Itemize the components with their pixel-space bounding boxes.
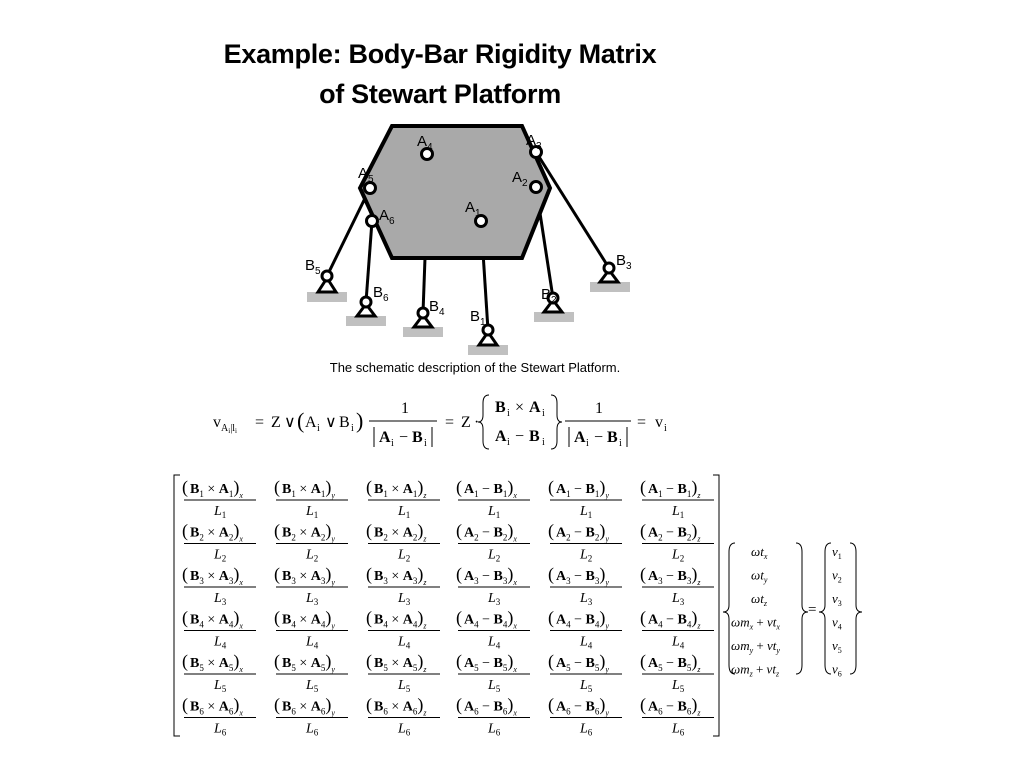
denominator: $L_6$ xyxy=(398,721,411,738)
joint-a2 xyxy=(531,182,542,193)
svg-text:A: A xyxy=(305,414,317,431)
svg-text:i: i xyxy=(351,423,354,434)
label-b3: $B_3$ xyxy=(616,252,632,272)
svg-text:i: i xyxy=(542,408,545,419)
matrix-entry xyxy=(548,564,622,607)
svg-text:A: A xyxy=(495,428,507,445)
svg-text:i: i xyxy=(507,437,510,448)
matrix-entry xyxy=(640,608,714,651)
denominator: $L_2$ xyxy=(306,547,319,564)
svg-text:i: i xyxy=(664,423,667,434)
matrix-entry xyxy=(548,521,622,564)
matrix-entry xyxy=(182,608,256,651)
denominator: $L_3$ xyxy=(398,591,411,607)
label-b5: $B_5$ xyxy=(305,257,321,277)
svg-text:=: = xyxy=(637,414,647,431)
matrix-entry xyxy=(274,477,348,520)
denominator: $L_5$ xyxy=(214,678,227,694)
matrix-entry xyxy=(548,651,622,694)
svg-text:(B2 × A2)x: ( $B_2 \times A_2)_x$ xyxy=(182,520,243,544)
denominator: $L_3$ xyxy=(214,591,227,607)
svg-text:(B1 × A1)z: ( $B_1 \times A_1)_z$ xyxy=(366,477,427,500)
svg-text:i: i xyxy=(507,408,510,419)
svg-text:(B4 × A4)y: ( $B_4 \times A_4)_y$ xyxy=(274,607,335,631)
matrix-entry xyxy=(366,608,440,651)
svg-text:1: 1 xyxy=(401,400,409,417)
svg-text:(B2 × A2)y: ( $B_2 \times A_2)_y$ xyxy=(274,520,335,544)
support-b1 xyxy=(468,325,508,355)
svg-text:∨: ∨ xyxy=(284,414,296,431)
svg-text:(B6 × A6)z: ( $B_6 \times A_6)_z$ xyxy=(366,694,427,718)
svg-text:i: i xyxy=(586,438,589,449)
svg-text:(A3 − B3)z: ( $A_3 - B_3)_z$ xyxy=(640,564,701,587)
svg-text:(B6 × A6)x: ( $B_6 \times A_6)_x$ xyxy=(182,694,243,718)
platform-body xyxy=(360,126,550,258)
svg-text:i: i xyxy=(424,438,427,449)
support-b5 xyxy=(307,271,347,302)
svg-text:(A4 − B4)y: ( $A_4 - B_4)_y$ xyxy=(548,607,609,631)
svg-text:Z: Z xyxy=(461,414,471,431)
svg-text:=: = xyxy=(255,414,265,431)
matrix-entry xyxy=(182,695,256,738)
denominator: $L_2$ xyxy=(580,547,593,564)
svg-text:(: ( xyxy=(297,408,305,433)
svg-text:(B5 × A5)z: ( $B_5 \times A_5)_z$ xyxy=(366,651,427,674)
rhs-right-brace xyxy=(850,543,862,674)
matrix-entry xyxy=(640,521,714,564)
svg-text:1: 1 xyxy=(595,400,603,417)
matrix-entry xyxy=(456,521,530,564)
denominator: $L_5$ xyxy=(398,678,411,694)
rhs-entry: $v_2$ xyxy=(832,567,842,585)
matrix-entry xyxy=(640,651,714,694)
svg-text:(B4 × A4)z: ( $B_4 \times A_4)_z$ xyxy=(366,607,427,631)
svg-text:(B5 × A5)x: ( $B_5 \times A_5)_x$ xyxy=(182,651,243,674)
matrix-entry xyxy=(182,564,256,607)
svg-text:): ) xyxy=(356,408,364,433)
vector-entry: $\omega t_y$ xyxy=(751,567,768,585)
svg-text:A: A xyxy=(529,399,541,416)
svg-text:−: − xyxy=(515,428,525,445)
svg-text:(A3 − B3)y: ( $A_3 - B_3)_y$ xyxy=(548,564,609,587)
svg-text:(B6 × A6)y: ( $B_6 \times A_6)_y$ xyxy=(274,694,335,718)
svg-text:(A2 − B2)z: ( $A_2 - B_2)_z$ xyxy=(640,520,701,544)
svg-text:(A3 − B3)x: ( $A_3 - B_3)_x$ xyxy=(456,564,517,587)
rhs-entry: $v_3$ xyxy=(832,591,842,608)
matrix-entry xyxy=(456,651,530,694)
matrix-entry xyxy=(366,695,440,738)
label-b2: $B_2$ xyxy=(541,286,557,306)
svg-text:i: i xyxy=(317,423,320,434)
label-a6: $A_6$ xyxy=(379,207,395,227)
denominator: $L_6$ xyxy=(306,721,319,738)
denominator: $L_2$ xyxy=(214,547,227,564)
svg-text:B: B xyxy=(339,414,350,431)
matrix-entry xyxy=(548,477,622,520)
svg-text:i: i xyxy=(619,438,622,449)
vector-entry: $\omega t_x$ xyxy=(751,544,768,561)
vector-entry: $\omega m_y + vt_y$ xyxy=(731,638,780,655)
svg-text:B: B xyxy=(495,399,506,416)
denominator: $L_4$ xyxy=(306,634,319,651)
denominator: $L_1$ xyxy=(580,504,593,520)
supports xyxy=(307,263,630,355)
matrix-entry xyxy=(456,477,530,520)
svg-text:B: B xyxy=(412,429,423,446)
svg-text:×: × xyxy=(515,399,525,416)
svg-text:i: i xyxy=(391,438,394,449)
denominator: $L_2$ xyxy=(398,547,411,564)
matrix-entry xyxy=(456,608,530,651)
rhs-entry: $v_1$ xyxy=(832,544,842,561)
title-line-1: Example: Body-Bar Rigidity Matrix xyxy=(223,39,657,69)
vector-entry: $\omega t_z$ xyxy=(751,591,767,608)
vector-left-brace xyxy=(723,543,735,674)
denominator: $L_1$ xyxy=(672,504,685,520)
matrix-left-bracket xyxy=(174,475,180,736)
svg-text:(A5 − B5)z: ( $A_5 - B_5)_z$ xyxy=(640,651,701,674)
svg-text:(A6 − B6)y: ( $A_6 - B_6)_y$ xyxy=(548,694,609,718)
denominator: $L_3$ xyxy=(488,591,501,607)
svg-text:(A1 − B1)x: ( $A_1 - B_1)_x$ xyxy=(456,477,517,500)
svg-text:(A2 − B2)y: ( $A_2 - B_2)_y$ xyxy=(548,520,609,544)
svg-text:(B3 × A3)x: ( $B_3 \times A_3)_x$ xyxy=(182,564,243,587)
leg-5 xyxy=(327,188,370,276)
label-a3: $A_3$ xyxy=(526,132,542,152)
svg-text:B: B xyxy=(607,429,618,446)
denominator: $L_5$ xyxy=(306,678,319,694)
svg-text:(B1 × A1)y: ( $B_1 \times A_1)_y$ xyxy=(274,477,335,500)
svg-text:(A4 − B4)x: ( $A_4 - B_4)_x$ xyxy=(456,607,517,631)
matrix-entry xyxy=(366,564,440,607)
denominator: $L_2$ xyxy=(488,547,501,564)
label-b4: $B_4$ xyxy=(429,298,445,318)
svg-text:(A1 − B1)y: ( $A_1 - B_1)_y$ xyxy=(548,477,609,500)
leg-4 xyxy=(423,258,425,313)
denominator: $L_1$ xyxy=(488,504,501,520)
svg-text:−: − xyxy=(594,429,604,446)
leg-6 xyxy=(366,221,372,302)
denominator: $L_4$ xyxy=(214,634,227,651)
matrix-entry xyxy=(640,695,714,738)
svg-text:v: v xyxy=(655,414,663,431)
matrix-entry xyxy=(274,521,348,564)
svg-text:Z: Z xyxy=(271,414,281,431)
label-a1: $A_1$ xyxy=(465,199,481,219)
denominator: $L_4$ xyxy=(672,634,685,651)
denominator: $L_1$ xyxy=(398,504,411,520)
svg-text:A: A xyxy=(574,429,586,446)
svg-text:=: = xyxy=(445,414,455,431)
denominator: $L_4$ xyxy=(580,634,593,651)
rhs-entry: $v_4$ xyxy=(832,614,842,632)
matrix-entry xyxy=(456,564,530,607)
denominator: $L_6$ xyxy=(580,721,593,738)
slide-title xyxy=(140,34,740,114)
denominator: $L_1$ xyxy=(214,504,227,520)
matrix-entry xyxy=(366,651,440,694)
denominator: $L_6$ xyxy=(488,721,501,738)
matrix-entry xyxy=(366,477,440,520)
figure-caption: The schematic description of the Stewart Platform. xyxy=(329,360,621,375)
svg-text:(B1 × A1)x: ( $B_1 \times A_1)_x$ xyxy=(182,477,243,500)
matrix-entry xyxy=(274,651,348,694)
label-b6: $B_6$ xyxy=(373,284,389,304)
svg-text:(A4 − B4)z: ( $A_4 - B_4)_z$ xyxy=(640,607,701,631)
denominator: $L_4$ xyxy=(488,634,501,651)
support-b6 xyxy=(346,297,386,326)
label-a2: $A_2$ xyxy=(512,169,528,189)
joint-a6 xyxy=(367,216,378,227)
svg-text:(A2 − B2)x: ( $A_2 - B_2)_x$ xyxy=(456,520,517,544)
matrix-entry xyxy=(274,608,348,651)
matrix-entry xyxy=(182,477,256,520)
svg-text:A: A xyxy=(379,429,391,446)
vector-entry: $\omega m_z + vt_z$ xyxy=(731,661,780,679)
svg-text:(A5 − B5)x: ( $A_5 - B_5)_x$ xyxy=(456,651,517,674)
label-a5: $A_5$ xyxy=(358,165,374,185)
denominator: $L_4$ xyxy=(398,634,411,651)
denominator: $L_6$ xyxy=(672,721,685,738)
denominator: $L_5$ xyxy=(580,678,593,694)
matrix-entry xyxy=(456,695,530,738)
matrix-entry xyxy=(548,608,622,651)
matrix-entry xyxy=(182,521,256,564)
matrix-entry xyxy=(548,695,622,738)
stewart-platform-diagram xyxy=(295,118,655,363)
matrix-entry xyxy=(640,477,714,520)
svg-text:(A6 − B6)z: ( $A_6 - B_6)_z$ xyxy=(640,694,701,718)
denominator: $L_3$ xyxy=(580,591,593,607)
velocity-equation xyxy=(205,385,685,455)
matrix-entry xyxy=(274,564,348,607)
svg-text:(A1 − B1)z: ( $A_1 - B_1)_z$ xyxy=(640,477,701,500)
matrix-entry xyxy=(274,695,348,738)
svg-text:(B4 × A4)x: ( $B_4 \times A_4)_x$ xyxy=(182,607,243,631)
vector-right-brace xyxy=(796,543,808,674)
matrix-entry xyxy=(182,651,256,694)
denominator: $L_3$ xyxy=(672,591,685,607)
svg-text:B: B xyxy=(529,428,540,445)
title-line-2: of Stewart Platform xyxy=(319,79,561,109)
svg-text:(B3 × A3)y: ( $B_3 \times A_3)_y$ xyxy=(274,564,335,587)
label-b1: $B_1$ xyxy=(470,308,486,328)
rhs-entry: $v_5$ xyxy=(832,638,842,655)
denominator: $L_6$ xyxy=(214,721,227,738)
denominator: $L_1$ xyxy=(306,504,319,520)
vector-entry: $\omega m_x + vt_x$ xyxy=(731,614,780,632)
denominator: $L_3$ xyxy=(306,591,319,607)
svg-text:·: · xyxy=(474,414,480,431)
svg-text:(B3 × A3)z: ( $B_3 \times A_3)_z$ xyxy=(366,564,427,587)
svg-text:(A6 − B6)x: ( $A_6 - B_6)_x$ xyxy=(456,694,517,718)
matrix-right-bracket xyxy=(713,475,719,736)
svg-text:i: i xyxy=(542,437,545,448)
equals-sign: = xyxy=(808,602,817,618)
svg-text:(B5 × A5)y: ( $B_5 \times A_5)_y$ xyxy=(274,651,335,674)
rigidity-matrix-equation xyxy=(168,470,868,740)
svg-text:vAi|li: $v_Ai|li$ xyxy=(213,414,237,435)
svg-text:(A5 − B5)y: ( $A_5 - B_5)_y$ xyxy=(548,651,609,674)
matrix-entry xyxy=(366,521,440,564)
svg-text:∨: ∨ xyxy=(325,414,337,431)
svg-text:(B2 × A2)z: ( $B_2 \times A_2)_z$ xyxy=(366,520,427,544)
matrix-entry xyxy=(640,564,714,607)
label-a4: $A_4$ xyxy=(417,133,433,153)
svg-text:−: − xyxy=(399,429,409,446)
rhs-left-brace xyxy=(819,543,831,674)
denominator: $L_5$ xyxy=(488,678,501,694)
rhs-entry: $v_6$ xyxy=(832,661,842,679)
denominator: $L_5$ xyxy=(672,678,685,694)
denominator: $L_2$ xyxy=(672,547,685,564)
